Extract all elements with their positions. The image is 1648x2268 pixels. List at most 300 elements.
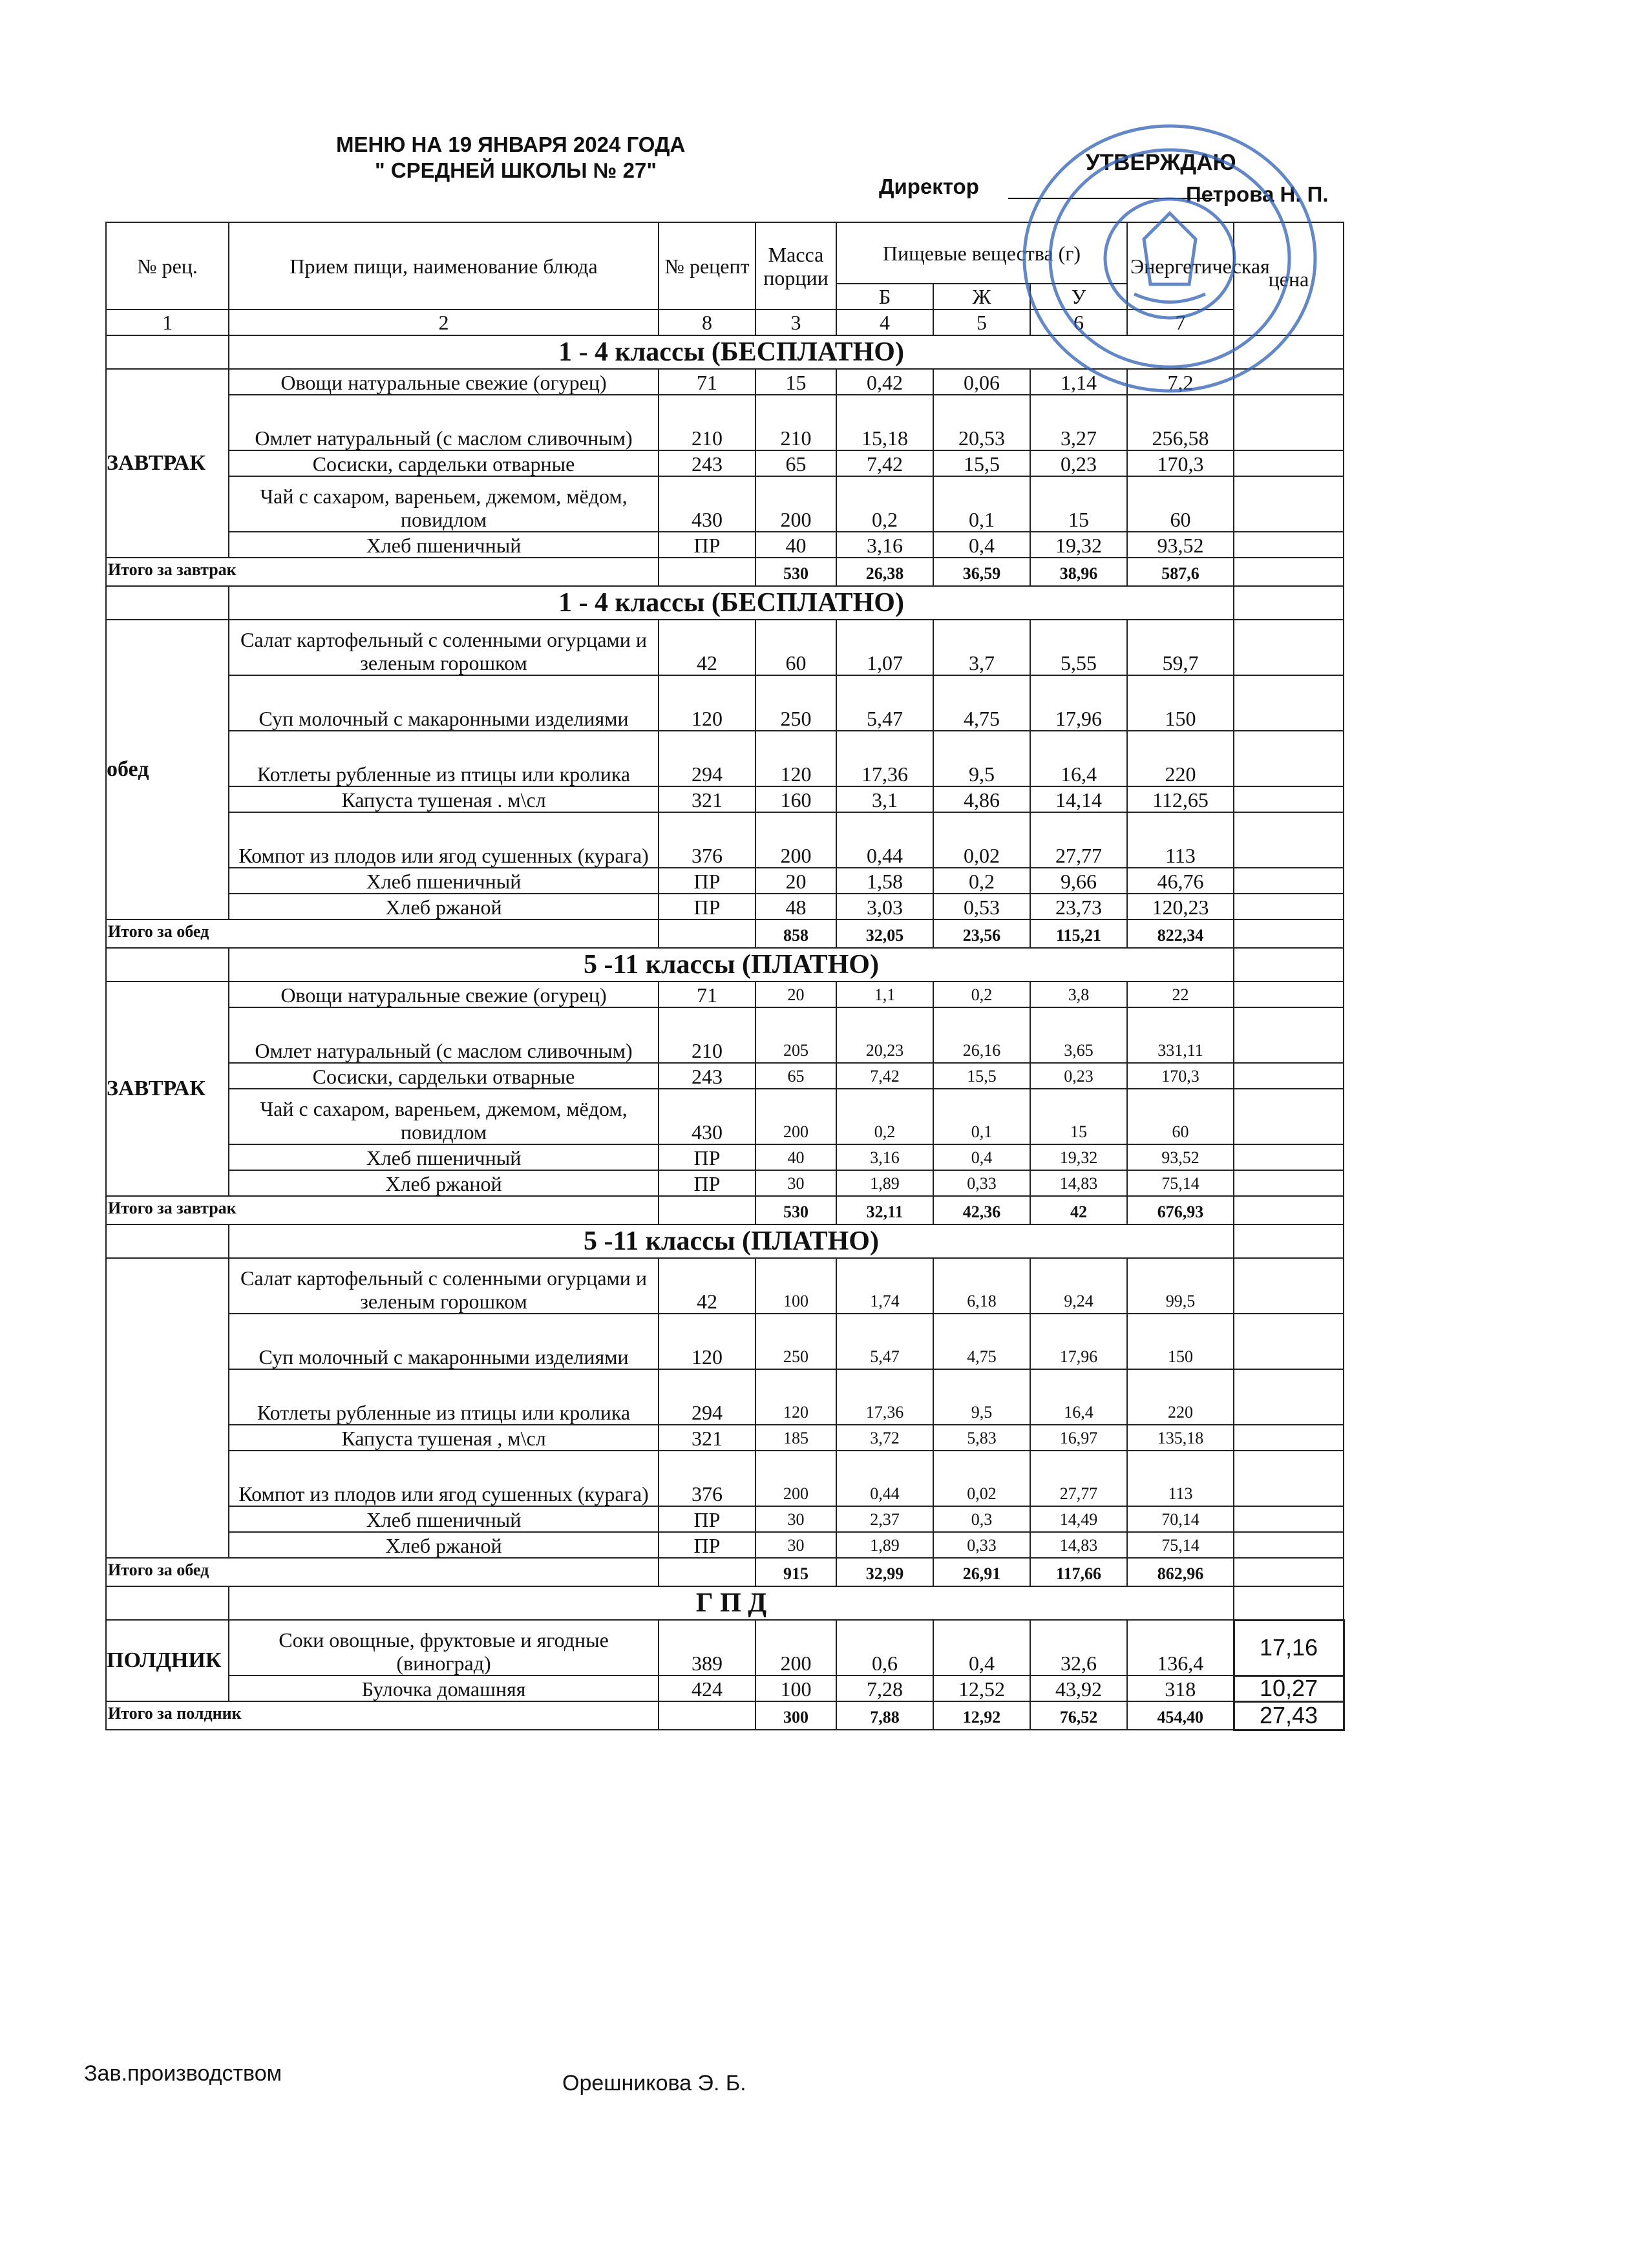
value-u: 19,32 bbox=[1030, 1144, 1127, 1170]
dish-name: Капуста тушеная , м\сл bbox=[229, 1425, 659, 1451]
value-e: 150 bbox=[1127, 1314, 1234, 1369]
section-title: 5 -11 классы (ПЛАТНО) bbox=[229, 1224, 1234, 1258]
value-u: 0,23 bbox=[1030, 450, 1127, 476]
col-mass: Масса порции bbox=[755, 222, 836, 310]
value-u: 3,8 bbox=[1030, 982, 1127, 1007]
dish-name: Котлеты рубленные из птицы или кролика bbox=[229, 731, 659, 786]
price-empty bbox=[1234, 1063, 1344, 1089]
value-e: 113 bbox=[1127, 812, 1234, 868]
section-title: 1 - 4 классы (БЕСПЛАТНО) bbox=[229, 586, 1234, 620]
col-num-4: 4 bbox=[836, 310, 933, 335]
value-zh: 0,02 bbox=[933, 812, 1030, 868]
value-b: 0,42 bbox=[836, 369, 933, 395]
value-u: 16,4 bbox=[1030, 731, 1127, 786]
value-u: 14,14 bbox=[1030, 786, 1127, 812]
section-title: 1 - 4 классы (БЕСПЛАТНО) bbox=[229, 335, 1234, 369]
dish-name: Омлет натуральный (с маслом сливочным) bbox=[229, 395, 659, 450]
approval-stamp bbox=[1015, 116, 1325, 401]
total-e: 676,93 bbox=[1127, 1196, 1234, 1224]
value-zh: 0,3 bbox=[933, 1506, 1030, 1532]
total-e: 587,6 bbox=[1127, 558, 1234, 586]
value-mass: 120 bbox=[755, 731, 836, 786]
value-u: 9,24 bbox=[1030, 1258, 1127, 1314]
price-value: 17,16 bbox=[1234, 1620, 1344, 1675]
table-row bbox=[106, 1506, 1344, 1532]
dish-name: Овощи натуральные свежие (огурец) bbox=[229, 369, 659, 395]
dish-name: Салат картофельный с соленными огурцами и зеленым горошком bbox=[229, 620, 659, 675]
table-row bbox=[106, 812, 1344, 868]
recipe-number: 389 bbox=[659, 1620, 755, 1675]
table-row bbox=[106, 675, 1344, 731]
production-manager-name: Орешникова Э. Б. bbox=[562, 2071, 746, 2095]
dish-name: Котлеты рубленные из птицы или кролика bbox=[229, 1369, 659, 1425]
section-title-row bbox=[106, 948, 1344, 982]
total-zh: 26,91 bbox=[933, 1558, 1030, 1586]
recipe-number: ПР bbox=[659, 1170, 755, 1196]
dish-name: Соки овощные, фруктовые и ягодные (виноград) bbox=[229, 1620, 659, 1675]
price-empty bbox=[1234, 1369, 1344, 1425]
recipe-number: ПР bbox=[659, 868, 755, 894]
recipe-number: 294 bbox=[659, 731, 755, 786]
value-zh: 3,7 bbox=[933, 620, 1030, 675]
meal-label: ПОЛДНИК bbox=[106, 1620, 229, 1701]
price-empty bbox=[1234, 1532, 1344, 1558]
value-b: 0,2 bbox=[836, 476, 933, 532]
col-num-1: 1 bbox=[106, 310, 229, 335]
price-empty bbox=[1234, 1170, 1344, 1196]
value-b: 7,28 bbox=[836, 1675, 933, 1701]
meal-label: ЗАВТРАК bbox=[106, 369, 229, 558]
value-mass: 100 bbox=[755, 1258, 836, 1314]
total-label: Итого за обед bbox=[106, 1558, 659, 1586]
value-u: 14,83 bbox=[1030, 1170, 1127, 1196]
price-empty bbox=[1234, 620, 1344, 675]
value-u: 5,55 bbox=[1030, 620, 1127, 675]
value-b: 1,1 bbox=[836, 982, 933, 1007]
dish-name: Хлеб пшеничный bbox=[229, 532, 659, 558]
value-mass: 40 bbox=[755, 532, 836, 558]
value-zh: 0,1 bbox=[933, 476, 1030, 532]
value-u: 15 bbox=[1030, 476, 1127, 532]
value-e: 112,65 bbox=[1127, 786, 1234, 812]
total-zh: 12,92 bbox=[933, 1701, 1030, 1730]
value-mass: 250 bbox=[755, 675, 836, 731]
total-b: 26,38 bbox=[836, 558, 933, 586]
total-b: 32,11 bbox=[836, 1196, 933, 1224]
total-u: 115,21 bbox=[1030, 919, 1127, 948]
table-row bbox=[106, 1007, 1344, 1063]
value-zh: 0,4 bbox=[933, 1144, 1030, 1170]
value-zh: 0,4 bbox=[933, 532, 1030, 558]
total-mass: 300 bbox=[755, 1701, 836, 1730]
recipe-number: 376 bbox=[659, 1451, 755, 1506]
school-name: " СРЕДНЕЙ ШКОЛЫ № 27" bbox=[375, 158, 657, 182]
total-mass: 915 bbox=[755, 1558, 836, 1586]
value-e: 7,2 bbox=[1127, 369, 1234, 395]
value-b: 20,23 bbox=[836, 1007, 933, 1063]
value-zh: 4,86 bbox=[933, 786, 1030, 812]
total-row bbox=[106, 558, 1344, 586]
dish-name: Салат картофельный с соленными огурцами и зеленым горошком bbox=[229, 1258, 659, 1314]
total-price-empty bbox=[1234, 1558, 1344, 1586]
section-title: 5 -11 классы (ПЛАТНО) bbox=[229, 948, 1234, 982]
section-title-row bbox=[106, 1224, 1344, 1258]
value-e: 22 bbox=[1127, 982, 1234, 1007]
production-manager-label: Зав.производством bbox=[84, 2061, 282, 2086]
total-label: Итого за завтрак bbox=[106, 1196, 659, 1224]
price-empty bbox=[1234, 450, 1344, 476]
table-row bbox=[106, 982, 1344, 1007]
dish-name: Булочка домашняя bbox=[229, 1675, 659, 1701]
total-e: 454,40 bbox=[1127, 1701, 1234, 1730]
table-row bbox=[106, 1170, 1344, 1196]
table-row bbox=[106, 1089, 1344, 1144]
value-u: 14,49 bbox=[1030, 1506, 1127, 1532]
col-num-7: 7 bbox=[1127, 310, 1234, 335]
total-b: 32,99 bbox=[836, 1558, 933, 1586]
table-row bbox=[106, 786, 1344, 812]
table-row bbox=[106, 868, 1344, 894]
value-b: 7,42 bbox=[836, 1063, 933, 1089]
dish-name: Хлеб ржаной bbox=[229, 1532, 659, 1558]
value-zh: 0,4 bbox=[933, 1620, 1030, 1675]
recipe-number: 430 bbox=[659, 1089, 755, 1144]
value-mass: 160 bbox=[755, 786, 836, 812]
dish-name: Сосиски, сардельки отварные bbox=[229, 450, 659, 476]
total-price-empty bbox=[1234, 1196, 1344, 1224]
value-e: 136,4 bbox=[1127, 1620, 1234, 1675]
recipe-number: 210 bbox=[659, 395, 755, 450]
value-zh: 0,33 bbox=[933, 1532, 1030, 1558]
value-b: 0,6 bbox=[836, 1620, 933, 1675]
price-empty bbox=[1234, 1007, 1344, 1063]
value-mass: 30 bbox=[755, 1170, 836, 1196]
table-row bbox=[106, 1063, 1344, 1089]
table-row bbox=[106, 1369, 1344, 1425]
total-row bbox=[106, 1558, 1344, 1586]
recipe-number: 243 bbox=[659, 1063, 755, 1089]
section-spacer bbox=[106, 1224, 229, 1258]
dish-name: Суп молочный с макаронными изделиями bbox=[229, 1314, 659, 1369]
price-empty bbox=[1234, 812, 1344, 868]
col-energy: Энергетическая bbox=[1127, 222, 1234, 310]
recipe-number: ПР bbox=[659, 1144, 755, 1170]
dish-name: Компот из плодов или ягод сушенных (курага) bbox=[229, 812, 659, 868]
recipe-number: ПР bbox=[659, 1506, 755, 1532]
total-zh: 36,59 bbox=[933, 558, 1030, 586]
price-empty bbox=[1234, 1451, 1344, 1506]
value-mass: 120 bbox=[755, 1369, 836, 1425]
value-b: 15,18 bbox=[836, 395, 933, 450]
value-b: 3,72 bbox=[836, 1425, 933, 1451]
value-zh: 26,16 bbox=[933, 1007, 1030, 1063]
section-spacer bbox=[106, 1586, 229, 1620]
value-u: 16,4 bbox=[1030, 1369, 1127, 1425]
table-row bbox=[106, 1425, 1344, 1451]
total-recipe-empty bbox=[659, 919, 755, 948]
value-mass: 20 bbox=[755, 868, 836, 894]
section-spacer bbox=[106, 586, 229, 620]
col-rec-no: № рец. bbox=[106, 222, 229, 310]
value-mass: 250 bbox=[755, 1314, 836, 1369]
value-mass: 15 bbox=[755, 369, 836, 395]
total-b: 32,05 bbox=[836, 919, 933, 948]
meal-label: ЗАВТРАК bbox=[106, 982, 229, 1196]
total-e: 822,34 bbox=[1127, 919, 1234, 948]
value-mass: 65 bbox=[755, 450, 836, 476]
total-zh: 23,56 bbox=[933, 919, 1030, 948]
recipe-number: 321 bbox=[659, 786, 755, 812]
table-row bbox=[106, 395, 1344, 450]
value-mass: 65 bbox=[755, 1063, 836, 1089]
value-b: 1,58 bbox=[836, 868, 933, 894]
table-row bbox=[106, 1451, 1344, 1506]
dish-name: Хлеб ржаной bbox=[229, 1170, 659, 1196]
dish-name: Чай с сахаром, вареньем, джемом, мёдом, повидлом bbox=[229, 476, 659, 532]
value-u: 3,27 bbox=[1030, 395, 1127, 450]
value-u: 3,65 bbox=[1030, 1007, 1127, 1063]
value-zh: 12,52 bbox=[933, 1675, 1030, 1701]
recipe-number: ПР bbox=[659, 532, 755, 558]
value-zh: 20,53 bbox=[933, 395, 1030, 450]
value-mass: 200 bbox=[755, 1089, 836, 1144]
table-row bbox=[106, 1144, 1344, 1170]
col-dish: Прием пищи, наименование блюда bbox=[229, 222, 659, 310]
value-zh: 0,2 bbox=[933, 868, 1030, 894]
value-b: 2,37 bbox=[836, 1506, 933, 1532]
dish-name: Суп молочный с макаронными изделиями bbox=[229, 675, 659, 731]
table-row bbox=[106, 1314, 1344, 1369]
price-empty bbox=[1234, 1425, 1344, 1451]
price-value: 10,27 bbox=[1234, 1675, 1344, 1701]
recipe-number: 243 bbox=[659, 450, 755, 476]
value-zh: 0,02 bbox=[933, 1451, 1030, 1506]
recipe-number: 321 bbox=[659, 1425, 755, 1451]
value-mass: 60 bbox=[755, 620, 836, 675]
value-e: 220 bbox=[1127, 731, 1234, 786]
value-zh: 4,75 bbox=[933, 675, 1030, 731]
dish-name: Капуста тушеная . м\сл bbox=[229, 786, 659, 812]
col-zh: Ж bbox=[933, 284, 1030, 310]
value-u: 23,73 bbox=[1030, 894, 1127, 919]
price-empty bbox=[1234, 1506, 1344, 1532]
value-zh: 9,5 bbox=[933, 1369, 1030, 1425]
value-mass: 200 bbox=[755, 1451, 836, 1506]
value-e: 120,23 bbox=[1127, 894, 1234, 919]
total-price-empty bbox=[1234, 558, 1344, 586]
price-empty bbox=[1234, 675, 1344, 731]
value-e: 99,5 bbox=[1127, 1258, 1234, 1314]
total-u: 42 bbox=[1030, 1196, 1127, 1224]
recipe-number: 71 bbox=[659, 982, 755, 1007]
section-price-spacer bbox=[1234, 586, 1344, 620]
table-row bbox=[106, 450, 1344, 476]
col-num-2: 2 bbox=[229, 310, 659, 335]
value-u: 19,32 bbox=[1030, 532, 1127, 558]
total-label: Итого за завтрак bbox=[106, 558, 659, 586]
recipe-number: ПР bbox=[659, 894, 755, 919]
price-empty bbox=[1234, 731, 1344, 786]
meal-label: обед bbox=[106, 620, 229, 919]
price-empty bbox=[1234, 1314, 1344, 1369]
section-price-spacer bbox=[1234, 948, 1344, 982]
director-label: Директор bbox=[879, 174, 979, 198]
value-b: 1,07 bbox=[836, 620, 933, 675]
col-nutrients: Пищевые вещества (г) bbox=[836, 222, 1127, 284]
dish-name: Хлеб ржаной bbox=[229, 894, 659, 919]
approve-label: УТВЕРЖДАЮ bbox=[1086, 150, 1236, 175]
director-name: Петрова Н. П. bbox=[1186, 182, 1329, 206]
value-e: 318 bbox=[1127, 1675, 1234, 1701]
value-zh: 0,06 bbox=[933, 369, 1030, 395]
total-label: Итого за обед bbox=[106, 919, 659, 948]
value-zh: 6,18 bbox=[933, 1258, 1030, 1314]
price-empty bbox=[1234, 868, 1344, 894]
value-u: 14,83 bbox=[1030, 1532, 1127, 1558]
value-b: 3,1 bbox=[836, 786, 933, 812]
price-empty bbox=[1234, 786, 1344, 812]
value-e: 60 bbox=[1127, 1089, 1234, 1144]
col-recipe: № рецепт bbox=[659, 222, 755, 310]
value-b: 7,42 bbox=[836, 450, 933, 476]
price-empty bbox=[1234, 532, 1344, 558]
recipe-number: 120 bbox=[659, 675, 755, 731]
value-e: 60 bbox=[1127, 476, 1234, 532]
total-mass: 858 bbox=[755, 919, 836, 948]
total-recipe-empty bbox=[659, 1701, 755, 1730]
menu-title: МЕНЮ НА 19 ЯНВАРЯ 2024 ГОДА bbox=[336, 132, 686, 156]
value-mass: 40 bbox=[755, 1144, 836, 1170]
value-e: 75,14 bbox=[1127, 1170, 1234, 1196]
col-price: цена bbox=[1234, 222, 1344, 335]
price-empty bbox=[1234, 395, 1344, 450]
value-zh: 4,75 bbox=[933, 1314, 1030, 1369]
recipe-number: 42 bbox=[659, 620, 755, 675]
value-zh: 0,53 bbox=[933, 894, 1030, 919]
value-u: 17,96 bbox=[1030, 675, 1127, 731]
section-spacer bbox=[106, 335, 229, 369]
total-mass: 530 bbox=[755, 558, 836, 586]
value-e: 70,14 bbox=[1127, 1506, 1234, 1532]
value-zh: 0,2 bbox=[933, 982, 1030, 1007]
value-e: 170,3 bbox=[1127, 450, 1234, 476]
value-mass: 30 bbox=[755, 1506, 836, 1532]
value-b: 5,47 bbox=[836, 675, 933, 731]
value-b: 3,03 bbox=[836, 894, 933, 919]
section-title-row bbox=[106, 586, 1344, 620]
value-b: 0,44 bbox=[836, 812, 933, 868]
table-row bbox=[106, 1258, 1344, 1314]
value-u: 32,6 bbox=[1030, 1620, 1127, 1675]
total-u: 38,96 bbox=[1030, 558, 1127, 586]
table-row bbox=[106, 894, 1344, 919]
dish-name: Сосиски, сардельки отварные bbox=[229, 1063, 659, 1089]
value-b: 0,2 bbox=[836, 1089, 933, 1144]
value-u: 0,23 bbox=[1030, 1063, 1127, 1089]
value-e: 331,11 bbox=[1127, 1007, 1234, 1063]
value-u: 1,14 bbox=[1030, 369, 1127, 395]
recipe-number: 294 bbox=[659, 1369, 755, 1425]
recipe-number: 71 bbox=[659, 369, 755, 395]
menu-table bbox=[105, 222, 1345, 1731]
table-row bbox=[106, 476, 1344, 532]
value-zh: 15,5 bbox=[933, 450, 1030, 476]
value-e: 170,3 bbox=[1127, 1063, 1234, 1089]
value-mass: 200 bbox=[755, 476, 836, 532]
price-empty bbox=[1234, 894, 1344, 919]
value-b: 1,89 bbox=[836, 1532, 933, 1558]
dish-name: Хлеб пшеничный bbox=[229, 1144, 659, 1170]
value-e: 93,52 bbox=[1127, 532, 1234, 558]
value-mass: 30 bbox=[755, 1532, 836, 1558]
value-zh: 15,5 bbox=[933, 1063, 1030, 1089]
value-mass: 100 bbox=[755, 1675, 836, 1701]
table-row bbox=[106, 1532, 1344, 1558]
col-num-3: 3 bbox=[755, 310, 836, 335]
section-title: Г П Д bbox=[229, 1586, 1234, 1620]
value-b: 17,36 bbox=[836, 1369, 933, 1425]
value-mass: 48 bbox=[755, 894, 836, 919]
recipe-number: 376 bbox=[659, 812, 755, 868]
dish-name: Овощи натуральные свежие (огурец) bbox=[229, 982, 659, 1007]
value-b: 1,74 bbox=[836, 1258, 933, 1314]
recipe-number: 120 bbox=[659, 1314, 755, 1369]
total-u: 117,66 bbox=[1030, 1558, 1127, 1586]
value-u: 15 bbox=[1030, 1089, 1127, 1144]
value-b: 3,16 bbox=[836, 532, 933, 558]
section-title-row bbox=[106, 1586, 1344, 1620]
dish-name: Чай с сахаром, вареньем, джемом, мёдом, повидлом bbox=[229, 1089, 659, 1144]
recipe-number: 424 bbox=[659, 1675, 755, 1701]
total-label: Итого за полдник bbox=[106, 1701, 659, 1730]
section-spacer bbox=[106, 948, 229, 982]
value-e: 113 bbox=[1127, 1451, 1234, 1506]
dish-name: Омлет натуральный (с маслом сливочным) bbox=[229, 1007, 659, 1063]
table-row bbox=[106, 620, 1344, 675]
value-e: 150 bbox=[1127, 675, 1234, 731]
recipe-number: ПР bbox=[659, 1532, 755, 1558]
value-e: 220 bbox=[1127, 1369, 1234, 1425]
total-b: 7,88 bbox=[836, 1701, 933, 1730]
dish-name: Хлеб пшеничный bbox=[229, 868, 659, 894]
total-price-empty bbox=[1234, 919, 1344, 948]
price-empty bbox=[1234, 982, 1344, 1007]
col-num-6: 6 bbox=[1030, 310, 1127, 335]
value-mass: 210 bbox=[755, 395, 836, 450]
value-e: 93,52 bbox=[1127, 1144, 1234, 1170]
dish-name: Хлеб пшеничный bbox=[229, 1506, 659, 1532]
value-mass: 200 bbox=[755, 812, 836, 868]
total-recipe-empty bbox=[659, 1196, 755, 1224]
table-row bbox=[106, 1675, 1344, 1701]
value-mass: 185 bbox=[755, 1425, 836, 1451]
value-mass: 200 bbox=[755, 1620, 836, 1675]
total-recipe-empty bbox=[659, 558, 755, 586]
value-u: 43,92 bbox=[1030, 1675, 1127, 1701]
total-row bbox=[106, 1196, 1344, 1224]
value-zh: 0,33 bbox=[933, 1170, 1030, 1196]
value-u: 27,77 bbox=[1030, 812, 1127, 868]
total-recipe-empty bbox=[659, 1558, 755, 1586]
price-empty bbox=[1234, 1089, 1344, 1144]
section-price-spacer bbox=[1234, 1224, 1344, 1258]
total-row bbox=[106, 919, 1344, 948]
value-u: 16,97 bbox=[1030, 1425, 1127, 1451]
table-row bbox=[106, 1620, 1344, 1675]
recipe-number: 210 bbox=[659, 1007, 755, 1063]
value-mass: 20 bbox=[755, 982, 836, 1007]
value-e: 46,76 bbox=[1127, 868, 1234, 894]
